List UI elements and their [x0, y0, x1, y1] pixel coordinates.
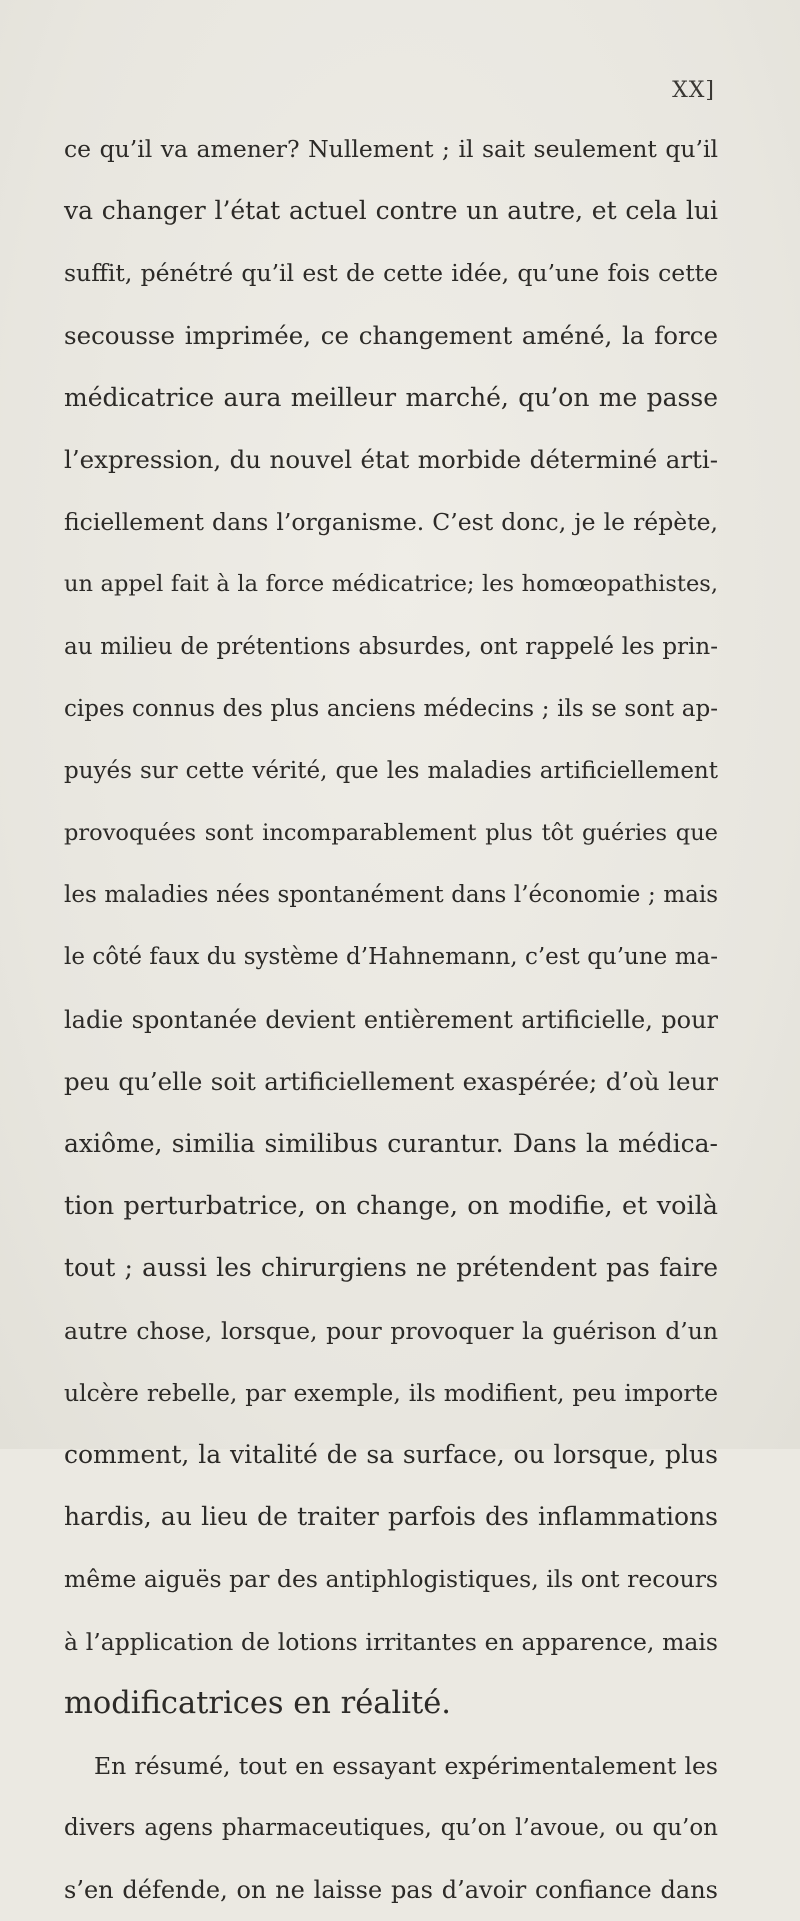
text-line: tion perturbatrice, on change, on modifie, et voilà: [64, 1191, 718, 1222]
text-line: un appel fait à la force médicatrice; les homœopathistes,: [64, 571, 718, 598]
text-line: axiôme, similia similibus curantur. Dans la médica-: [64, 1129, 718, 1158]
paragraph-end-line: modificatrices en réalité.: [64, 1685, 451, 1721]
text-line: au milieu de prétentions absurdes, ont rappelé les prin-: [64, 633, 718, 660]
body-text: [64, 118, 718, 1921]
text-line: peu qu’elle soit artificiellement exaspérée; d’où leur: [64, 1066, 718, 1096]
text-line: ulcère rebelle, par exemple, ils modifient, peu importe: [64, 1378, 718, 1407]
text-line: divers agens pharmaceutiques, qu’on l’avoue, ou qu’on: [64, 1815, 718, 1842]
text-line: les maladies nées spontanément dans l’économie ; mais: [64, 882, 718, 909]
text-line: suffit, pénétré qu’il est de cette idée, qu’une fois cette: [64, 259, 718, 288]
text-line: va changer l’état actuel contre un autre, et cela lui: [64, 196, 718, 226]
text-line: ladie spontanée devient entièrement artificielle, pour: [64, 1005, 718, 1034]
page-number: XX]: [672, 78, 715, 103]
text-line: l’expression, du nouvel état morbide déterminé arti-: [64, 444, 718, 474]
text-line: ficiellement dans l’organisme. C’est donc, je le répète,: [64, 508, 718, 537]
text-line: s’en défende, on ne laisse pas d’avoir confiance dans: [64, 1876, 718, 1905]
text-line: hardis, au lieu de traiter parfois des inflammations: [64, 1502, 718, 1532]
text-line: secousse imprimée, ce changement améné, la force: [64, 320, 718, 350]
text-line: puyés sur cette vérité, que les maladies artificiellement: [64, 757, 718, 784]
text-line: autre chose, lorsque, pour provoquer la guérison d’un: [64, 1316, 718, 1345]
text-line: à l’application de lotions irritantes en apparence, mais: [64, 1627, 718, 1656]
text-line: le côté faux du système d’Hahnemann, c’est qu’une ma-: [64, 944, 718, 971]
text-line: provoquées sont incomparablement plus tôt guéries que: [64, 820, 718, 847]
text-line: tout ; aussi les chirurgiens ne prétendent pas faire: [64, 1253, 718, 1283]
text-line: même aiguës par des antiphlogistiques, ils ont recours: [64, 1565, 718, 1594]
text-line: cipes connus des plus anciens médecins ; ils se sont ap-: [64, 695, 718, 722]
text-line: comment, la vitalité de sa surface, ou lorsque, plus: [64, 1439, 718, 1469]
paragraph-start-line: En résumé, tout en essayant expérimentalement les: [94, 1751, 718, 1780]
text-line: médicatrice aura meilleur marché, qu’on me passe: [64, 382, 718, 412]
text-line: ce qu’il va amener? Nullement ; il sait seulement qu’il: [64, 135, 718, 163]
